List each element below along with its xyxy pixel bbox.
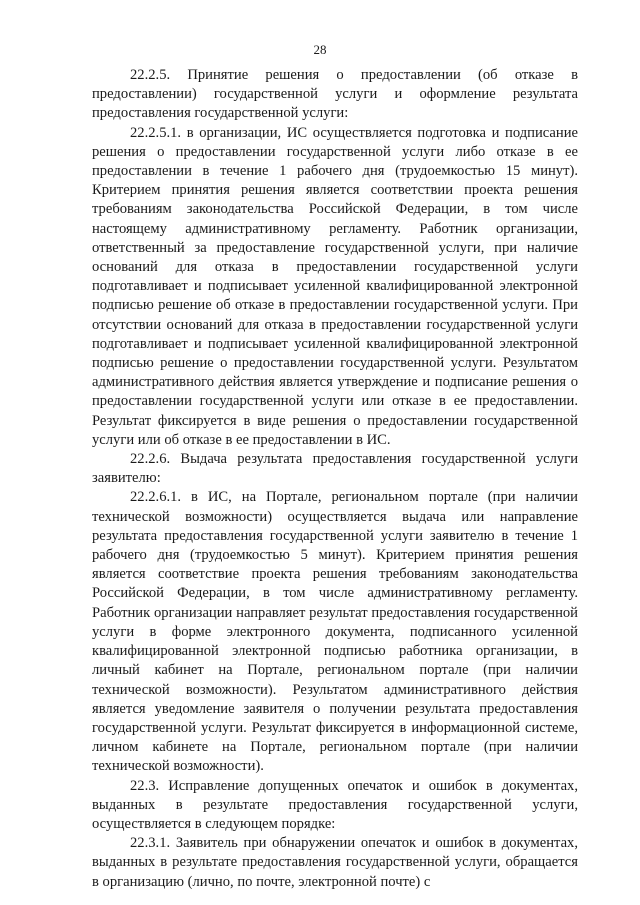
paragraph-22-3-1: 22.3.1. Заявитель при обнаружении опечаток и ошибок в документах, выданных в результате предоставления государственной услуги, обращается в организацию (лично, по почте, электронной почте) с — [92, 835, 578, 890]
paragraph-22-3: 22.3. Исправление допущенных опечаток и ошибок в документах, выданных в результате предоставления государственной услуги, осуществляется в следующем порядке: — [92, 777, 578, 832]
paragraph-22-2-5-1: 22.2.5.1. в организации, ИС осуществляется подготовка и подписание решения о предоставлении государственной услуги либо отказе в ее предоставлении в течение 1 рабочего дня (трудоемкостью 15 минут). Критерием принятия решения является соответствии проекта решения требованиям законодательства Российской Федерации, в том числе настоящему административному регламенту. Работник организации, ответственный за предоставление государственной услуги, при наличие оснований для отказа в предоставлении государственной услуги подготавливает и подписывает усиленной квалифицированной электронной подписью решение об отказе в предоставлении государственной услуги. При отсутствии оснований для отказа в предоставлении государственной услуги подготавливает и подписывает усиленной квалифицированной электронной подписью решение о предоставлении государственной услуги. Результатом административного действия является утверждение и подписание решения о предоставлении государственной услуги или отказе в ее предоставлении. Результат фиксируется в виде решения о предоставлении государственной услуги или об отказе в ее предоставлении в ИС. — [92, 124, 578, 448]
paragraph-22-2-6-1: 22.2.6.1. в ИС, на Портале, региональном портале (при наличии технической возможности) осуществляется выдача или направление результата предоставления государственной услуги заявителю в течение 1 рабочего дня (трудоемкостью 5 минут). Критерием принятия решения является соответствие проекта решения требованиям законодательства Российской Федерации, в том числе административному регламенту. Работник организации направляет результат предоставления государственной услуги в форме электронного документа, подписанного усиленной квалифицированной электронной подписью работника организации, в личный кабинет на Портале, региональном портале (при наличии технической возможности). Результатом административного действия является уведомление заявителя о получении результата предоставления государственной услуги. Результат фиксируется в информационной системе, личном кабинете на Портале, региональном портале (при наличии технической возможности). — [92, 489, 578, 775]
paragraph-22-2-6: 22.2.6. Выдача результата предоставления государственной услуги заявителю: — [92, 451, 578, 487]
paragraph-22-2-5: 22.2.5. Принятие решения о предоставлении (об отказе в предоставлении) государственной услуги и оформление результата предоставления государственной услуги: — [92, 67, 578, 122]
document-body — [92, 66, 578, 892]
page-number: 28 — [313, 42, 327, 57]
